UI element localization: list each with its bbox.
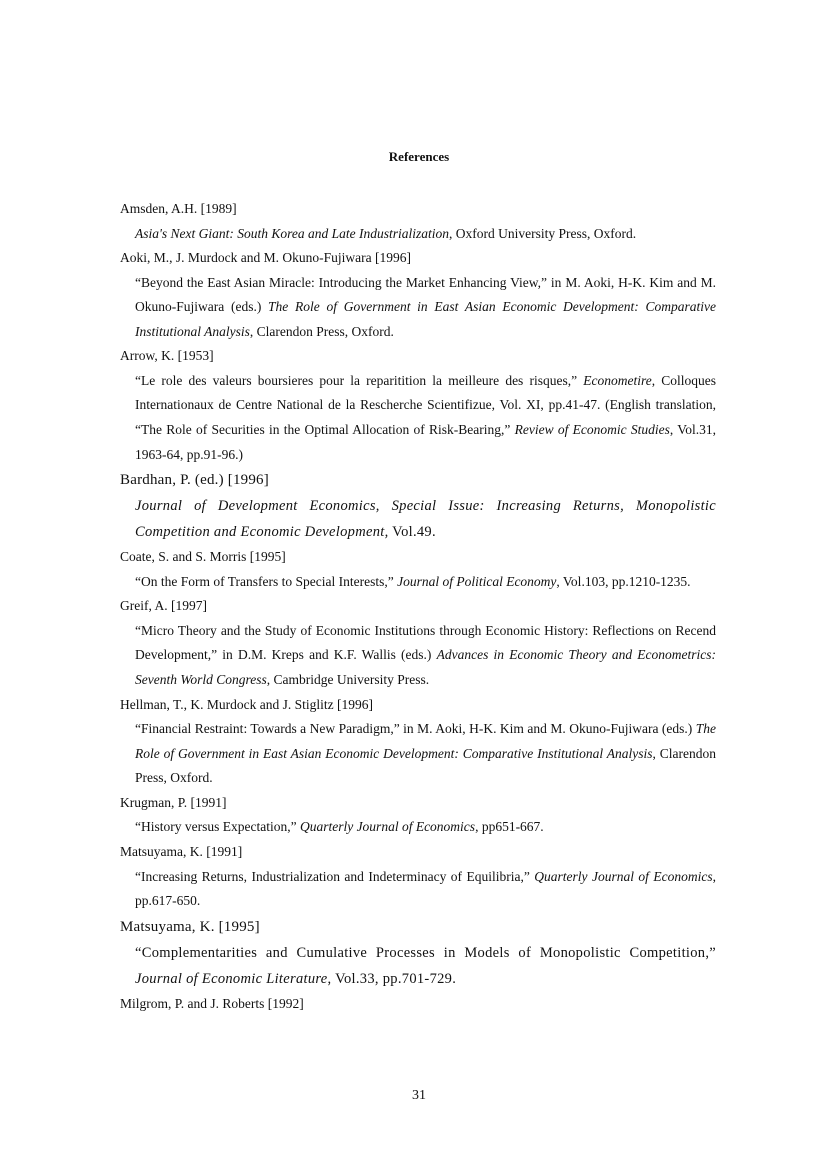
citation-title-italic: Review of Economic Studies (514, 422, 670, 438)
reference-author-year: Arrow, K. [1953] (120, 348, 214, 364)
reference-author-year: Greif, A. [1997] (120, 598, 207, 614)
reference-author-year: Bardhan, P. (ed.) [1996] (120, 472, 269, 489)
citation-title-italic: Journal of Development Economics, Special Issue: Increasing Returns, Monopolistic Competition and Economic Development, (135, 498, 716, 541)
citation-text: “Financial Restraint: Towards a New Paradigm,” in M. Aoki, H-K. Kim and M. Okuno-Fujiwara (eds.) (135, 721, 696, 737)
citation-title-italic: The Role of Government in East Asian Economic Development: Comparative Institutional Analysis (135, 299, 716, 339)
citation-text: , Clarendon Press, Oxford. (249, 323, 394, 339)
reference-citation (135, 940, 716, 992)
reference-citation (135, 815, 716, 840)
reference-citation (135, 619, 716, 693)
citation-text: Vol.49. (388, 524, 436, 541)
citation-text: “History versus Expectation,” (135, 819, 300, 835)
reference-citation (135, 271, 716, 345)
citation-text: , Cambridge University Press. (266, 672, 430, 688)
reference-author-year: Coate, S. and S. Morris [1995] (120, 549, 286, 565)
reference-citation (135, 493, 716, 545)
citation-text: , Clarendon Press, Oxford. (135, 745, 716, 786)
reference-entry (120, 791, 716, 840)
reference-entry (120, 914, 716, 992)
citation-text: , pp.617-650. (135, 868, 716, 909)
citation-title-italic: The Role of Government in East Asian Economic Development: Comparative Institutional Analysis (135, 721, 716, 761)
page-title: References (388, 149, 450, 164)
reference-author-year: Hellman, T., K. Murdock and J. Stiglitz [1996] (120, 696, 373, 712)
reference-entry (120, 197, 716, 246)
citation-title-italic: Econometire (583, 372, 652, 388)
citation-text: , Colloques Internationaux de Centre National de la Rescherche Scientifizue, Vol. XI, pp.41-47. (English translation, “The Role of Securities in the Optimal Allocation of Risk-Bearing,” (135, 372, 716, 438)
reference-author-year: Krugman, P. [1991] (120, 794, 227, 810)
references-list (120, 197, 716, 1016)
reference-citation (135, 717, 716, 791)
reference-citation (135, 570, 716, 595)
reference-entry (120, 246, 716, 344)
reference-citation (135, 369, 716, 467)
citation-text: “Le role des valeurs boursieres pour la reparitition la meilleure des risques,” (135, 372, 584, 388)
reference-entry (120, 545, 716, 594)
citation-text: , pp651-667. (475, 819, 544, 835)
reference-author-year: Aoki, M., J. Murdock and M. Okuno-Fujiwara [1996] (120, 250, 411, 266)
citation-text: “Complementarities and Cumulative Processes in Models of Monopolistic Competition,” (135, 944, 716, 961)
reference-author-year: Matsuyama, K. [1991] (120, 844, 243, 859)
reference-citation (135, 865, 716, 914)
citation-text: , Vol.103, pp.1210-1235. (556, 573, 691, 589)
citation-text: , Vol.31, 1963-64, pp.91-96.) (135, 422, 716, 462)
citation-title-italic: Quarterly Journal of Economics (299, 819, 476, 835)
reference-author-year: Matsuyama, K. [1995] (120, 918, 260, 935)
citation-text: “On the Form of Transfers to Special Interests,” (135, 573, 398, 589)
citation-text: “Micro Theory and the Study of Economic Institutions through Economic History: Reflections on Recend Development,” in D.M. Kreps and K.F. Wallis (eds.) (135, 622, 716, 663)
reference-entry (120, 992, 716, 1017)
citation-title-italic: Quarterly Journal of Economics (534, 868, 713, 884)
reference-entry (120, 594, 716, 692)
reference-entry (120, 693, 716, 791)
citation-text: “Beyond the East Asian Miracle: Introducing the Market Enhancing View,” in M. Aoki, H-K. Kim and M. Okuno-Fujiwara (eds.) (135, 274, 716, 315)
reference-entry (120, 840, 716, 914)
reference-entry (120, 467, 716, 545)
reference-entry (120, 344, 716, 467)
citation-text: “Increasing Returns, Industrialization and Indeterminacy of Equilibria,” (135, 868, 535, 884)
reference-author-year: Amsden, A.H. [1989] (120, 201, 237, 216)
reference-citation (135, 222, 716, 247)
page-number: 31 (412, 1088, 426, 1103)
citation-title-italic: Asia's Next Giant: South Korea and Late Industrialization (135, 225, 450, 241)
citation-title-italic: Advances in Economic Theory and Econometrics: Seventh World Congress (135, 647, 716, 688)
reference-author-year: Milgrom, P. and J. Roberts [1992] (120, 995, 304, 1011)
citation-title-italic: Journal of Economic Literature (135, 970, 328, 987)
citation-text: , Oxford University Press, Oxford. (449, 225, 637, 241)
citation-title-italic: Journal of Political Economy (397, 573, 557, 589)
citation-text: , Vol.33, pp.701-729. (327, 970, 457, 987)
